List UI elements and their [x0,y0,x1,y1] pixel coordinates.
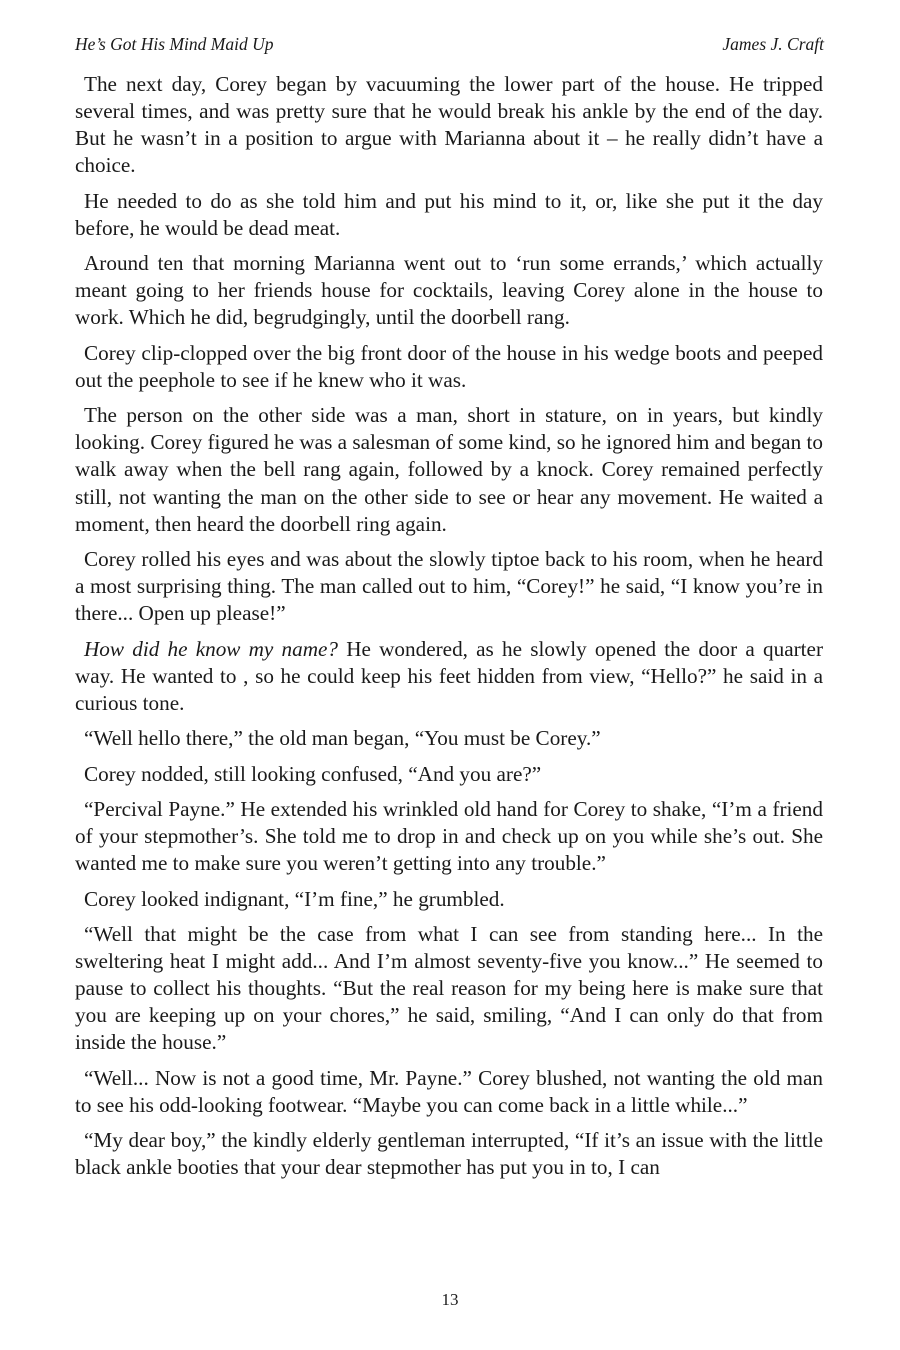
paragraph: “Well... Now is not a good time, Mr. Payne.” Corey blushed, not wanting the old man to see his odd-looking footwear. “Maybe you can come back in a little while...” [75,1065,823,1117]
paragraph: “Percival Payne.” He extended his wrinkled old hand for Corey to shake, “I’m a friend of your stepmother’s. She told me to drop in and check up on you while she’s out. She wanted me to make sure you weren’t getting into any trouble.” [75,796,823,876]
body-text [75,71,823,1181]
paragraph: The next day, Corey began by vacuuming the lower part of the house. He tripped several times, and was pretty sure that he would break his ankle by the end of the day. But he wasn’t in a position to argue with Marianna about it – he really didn’t have a choice. [75,72,823,178]
paragraph-continuation: He wondered, as he slowly opened the door a quarter way. He wanted to , so he could keep his feet hidden from view, “Hello?” he said in a curious tone. [75,636,824,715]
paragraph: “My dear boy,” the kindly elderly gentleman interrupted, “If it’s an issue with the little black ankle booties that your dear stepmother has put you in to, I can [75,1128,823,1180]
author-name: James J. Craft [722,34,824,54]
paragraph: The person on the other side was a man, short in stature, on in years, but kindly looking. Corey figured he was a salesman of some kind, so he ignored him and began to walk away when the bell rang again, followed by a knock. Corey remained perfectly still, not wanting the man on the other side to see or hear any movement. He waited a moment, then heard the doorbell ring again. [75,403,823,536]
paragraph: “Well that might be the case from what I can see from standing here... In the sweltering heat I might add... And I’m almost seventy-five you know...” He seemed to pause to collect his thoughts. “But the real reason for my being here is make sure that you are keeping up on your chores,” he said, smiling, “And I can only do that from inside the house.” [75,921,823,1055]
paragraph: Corey nodded, still looking confused, “And you are?” [84,761,542,786]
paragraph: Around ten that morning Marianna went out to ‘run some errands,’ which actually meant going to her friends house for cocktails, leaving Corey alone in the house to work. Which he did, begrudgingly, until the doorbell rang. [75,251,823,330]
paragraph: He needed to do as she told him and put his mind to it, or, like she put it the day before, he would be dead meat. [75,188,823,240]
book-title: He’s Got His Mind Maid Up [75,34,274,54]
paragraph: Corey looked indignant, “I’m fine,” he grumbled. [84,886,505,911]
paragraph: Corey clip-clopped over the big front door of the house in his wedge boots and peeped out the peephole to see if he knew who it was. [75,340,823,392]
italic-thought: How did he know my name? [84,636,339,661]
running-header [75,34,824,58]
page-number: 13 [441,1290,459,1309]
paragraph: “Well hello there,” the old man began, “You must be Corey.” [84,726,601,751]
paragraph: Corey rolled his eyes and was about the slowly tiptoe back to his room, when he heard a most surprising thing. The man called out to him, “Corey!” he said, “I know you’re in there... Open up please!” [75,546,823,626]
paragraph [75,636,823,717]
